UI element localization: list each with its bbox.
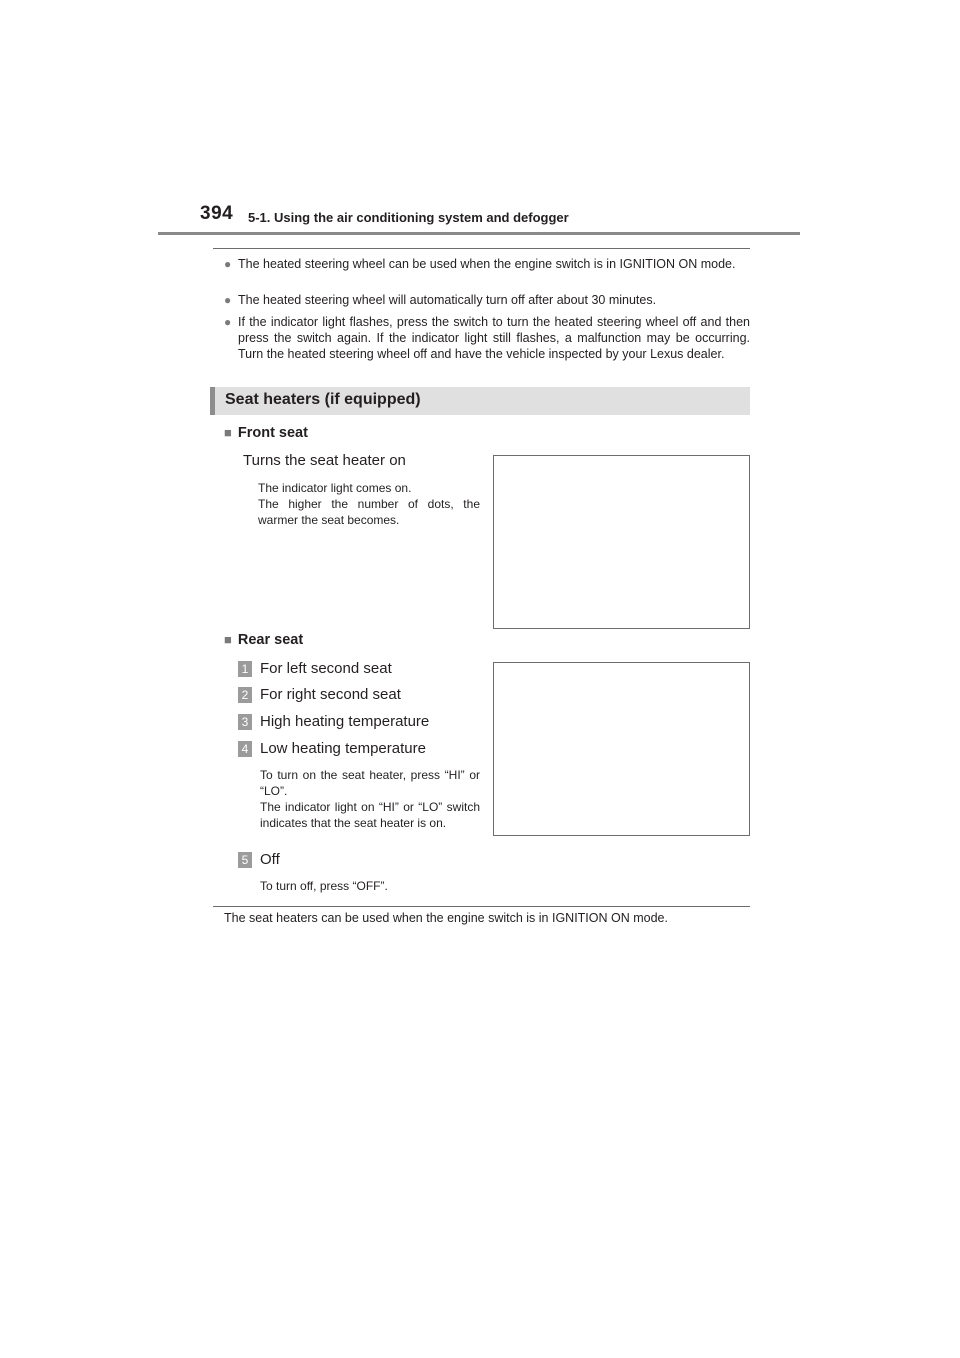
front-seat-note-line: The indicator light comes on.: [258, 481, 412, 495]
rear-seat-figure: [493, 662, 750, 836]
divider-bottom: [213, 906, 750, 907]
bullet-text: The heated steering wheel can be used when the engine switch is in IGNITION ON mode.: [238, 257, 736, 271]
section-title: 5-1. Using the air conditioning system and defogger: [248, 210, 569, 225]
bullet-icon: ●: [224, 257, 232, 271]
square-bullet-icon: ■: [224, 425, 232, 440]
list-item-label: High heating temperature: [260, 713, 430, 730]
off-note: To turn off, press “OFF”.: [260, 879, 388, 893]
section-heading-text: Seat heaters (if equipped): [225, 391, 421, 408]
bullet-text: The heated steering wheel will automatically turn off after about 30 minutes.: [238, 293, 657, 307]
bullet-icon: ●: [224, 315, 232, 329]
header-rule: [158, 232, 800, 235]
number-badge: 4: [238, 741, 252, 757]
square-bullet-icon: ■: [224, 632, 232, 647]
footer-note: The seat heaters can be used when the engine switch is in IGNITION ON mode.: [224, 911, 668, 925]
number-badge: 1: [238, 661, 252, 677]
section-heading: [210, 387, 750, 415]
number-badge: 3: [238, 714, 252, 730]
front-seat-note-line: The higher the number of dots, the warmer the seat becomes.: [258, 497, 480, 527]
bullet-item: [224, 292, 750, 308]
list-item-label: Low heating temperature: [260, 740, 426, 757]
number-badge: 5: [238, 852, 252, 868]
bullet-item: [224, 314, 750, 362]
bullet-icon: ●: [224, 293, 232, 307]
list-item-label: Off: [260, 851, 280, 868]
list-item-label: For right second seat: [260, 686, 401, 703]
rear-seat-note-line: The indicator light on “HI” or “LO” switch indicates that the seat heater is on.: [260, 800, 480, 830]
bullet-text: If the indicator light flashes, press the switch to turn the heated steering wheel off and then press the switch again. If the indicator light still flashes, a malfunction may be occurring. Turn the heated steering wheel off and have the vehicle inspected by your Lexus dealer.: [238, 315, 750, 361]
front-seat-heading-text: Front seat: [237, 425, 308, 441]
rear-seat-note: [260, 767, 480, 831]
front-seat-action: Turns the seat heater on: [243, 452, 406, 469]
front-seat-heading: [224, 425, 308, 441]
rear-seat-heading: [224, 632, 303, 648]
page-number: 394: [200, 203, 234, 224]
rear-seat-note-line: To turn on the seat heater, press “HI” or “LO”.: [260, 768, 480, 798]
front-seat-figure: [493, 455, 750, 629]
divider-top: [213, 248, 750, 249]
rear-seat-heading-text: Rear seat: [237, 632, 304, 648]
list-item-label: For left second seat: [260, 660, 392, 677]
bullet-item: [224, 256, 750, 272]
front-seat-note: [258, 480, 480, 528]
number-badge: 2: [238, 687, 252, 703]
